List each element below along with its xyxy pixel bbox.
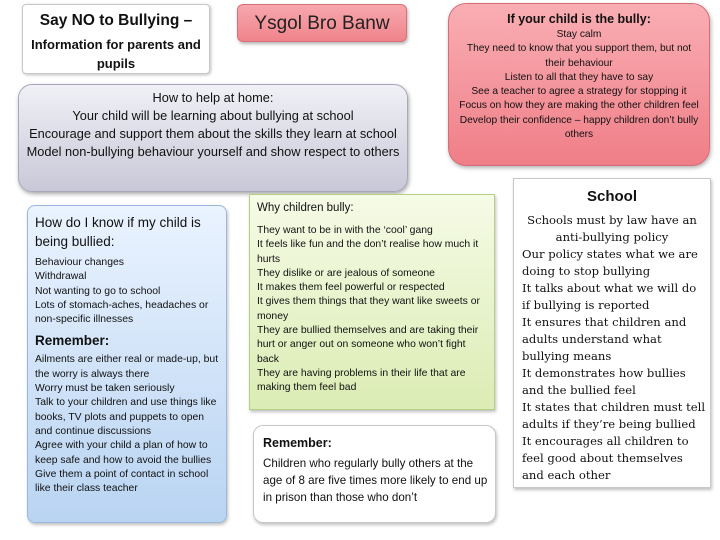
if-bully-line: Stay calm	[556, 29, 602, 40]
school-policy-line: Our policy states what we are doing to stop bullying	[522, 247, 698, 278]
why-bully-line: They want to be in with the ‘cool’ gang	[257, 225, 433, 236]
school-intro: Schools must by law have an anti-bullying policy	[527, 213, 697, 244]
if-bully-heading: If your child is the bully:	[507, 12, 651, 26]
bullying-sign: Not wanting to go to school	[35, 285, 161, 297]
why-bully-line: It feels like fun and the don’t realise how much it hurts	[257, 239, 479, 265]
help-home-heading: How to help at home:	[152, 90, 274, 105]
if-bully-line: They need to know that you support them, but not their behaviour	[466, 43, 692, 69]
remember-line: Give them a point of contact in school like their class teacher	[35, 468, 209, 495]
bullying-sign: Lots of stomach-aches, headaches or non-specific illnesses	[35, 299, 209, 326]
remember-line: Ailments are either real or made-up, but the worry is always there	[35, 354, 219, 380]
why-bully-heading: Why children bully:	[257, 202, 354, 214]
title-heading: Say NO to Bullying –	[39, 12, 193, 29]
why-bully-line: They are bullied themselves and are taking their hurt or anger out on someone who won’t fight back	[257, 325, 479, 365]
school-policy-line: It encourages all children to feel good about themselves and each other	[522, 434, 689, 482]
school-policy-line: It ensures that children and adults understand what bullying means	[522, 315, 687, 363]
if-bully-line: Develop their confidence – happy children don’t bully others	[459, 114, 699, 141]
help-at-home-box	[18, 84, 408, 192]
if-bully-line: Focus on how they are making the other children feel	[459, 100, 699, 112]
if-bully-line: Listen to all that they have to say	[504, 71, 654, 83]
bullying-sign: Behaviour changes	[35, 257, 124, 268]
why-bully-line: It makes them feel powerful or respected	[257, 282, 445, 294]
help-home-line: Model non-bullying behaviour yourself and show respect to others	[26, 144, 400, 159]
school-policy-line: It demonstrates how bullies and the bullied feel	[522, 366, 686, 397]
school-name-banner: Ysgol Bro Banw	[237, 4, 407, 42]
help-home-line: Your child will be learning about bullying at school	[72, 108, 354, 123]
school-policy-line: It talks about what we will do if bullying is reported	[522, 281, 697, 312]
remember-text: Children who regularly bully others at the age of 8 are five times more likely to end up in prison than those who don’t	[263, 457, 488, 504]
remember-prison-box	[253, 425, 496, 523]
if-child-is-bully-box	[448, 3, 710, 166]
title-subtitle: Information for parents and pupils	[31, 37, 201, 71]
how-do-i-know-box	[27, 205, 227, 523]
remember-line: Agree with your child a plan of how to keep safe and how to avoid the bullies	[35, 440, 212, 466]
title-box	[22, 4, 210, 74]
if-bully-line: See a teacher to agree a strategy for stopping it	[471, 86, 687, 98]
bullying-sign: Withdrawal	[35, 271, 87, 283]
why-bully-line: They are having problems in their life that are making them feel bad	[257, 367, 466, 394]
remember-line: Talk to your children and use things like books, TV plots and puppets to open and continue discussions	[35, 397, 217, 437]
school-policy-box	[513, 178, 711, 488]
how-know-heading: How do I know if my child is being bullied:	[35, 215, 201, 249]
remember-line: Worry must be taken seriously	[35, 383, 175, 395]
why-bully-line: They dislike or are jealous of someone	[257, 267, 435, 279]
school-heading: School	[586, 188, 637, 205]
help-home-line: Encourage and support them about the skills they learn at school	[29, 126, 397, 141]
why-children-bully-box	[249, 194, 495, 410]
remember-heading: Remember:	[263, 436, 332, 450]
school-policy-line: It states that children must tell adults if they’re being bullied	[522, 400, 706, 431]
how-know-remember-heading: Remember:	[35, 333, 110, 349]
why-bully-line: It gives them things that they want like sweets or money	[257, 296, 480, 322]
